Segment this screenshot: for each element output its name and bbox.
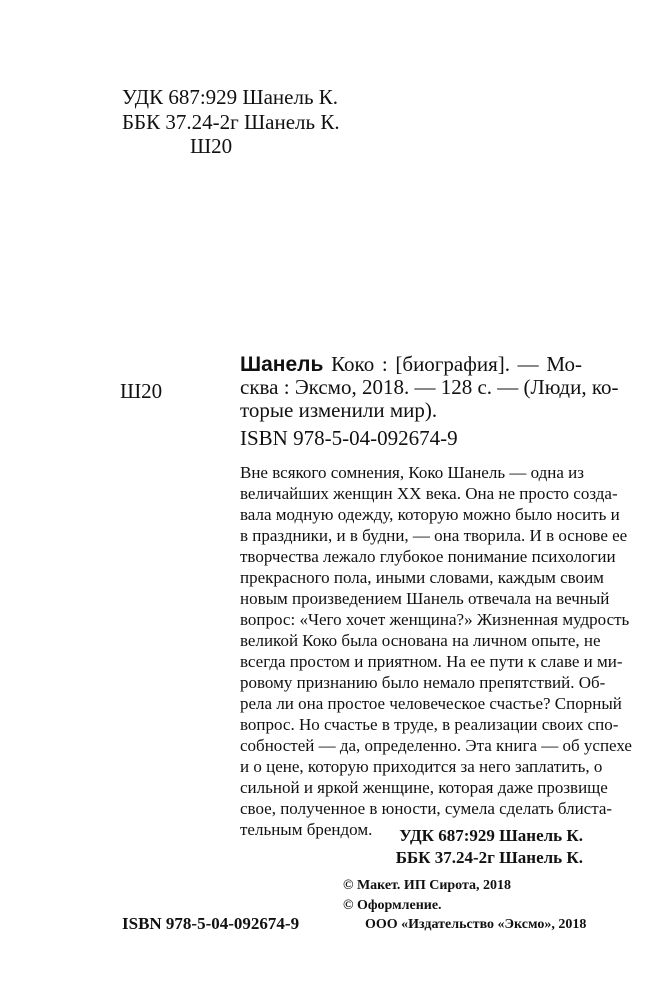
bottom-isbn: ISBN 978-5-04-092674-9 (122, 914, 300, 933)
catalog-author-mark: Ш20 (120, 379, 163, 403)
footer-udk-code: УДК 687:929 Шанель К. (399, 826, 583, 845)
catalog-isbn: ISBN 978-5-04-092674-9 (240, 426, 458, 450)
bbk-code: ББК 37.24-2г Шанель К. (122, 110, 340, 134)
catalog-title: Коко : [биография]. — Мо- (323, 352, 582, 376)
annotation-line: величайших женщин XX века. Она не просто созда- (240, 484, 618, 503)
author-mark: Ш20 (190, 134, 233, 158)
copyright-publisher: ООО «Издательство «Эксмо», 2018 (365, 917, 587, 932)
annotation-line: сильной и яркой женщине, которая даже прозвище (240, 778, 608, 797)
annotation-line: всегда простом и приятном. На ее пути к славе и ми- (240, 652, 623, 671)
catalog-entry (240, 352, 619, 422)
catalog-line (240, 353, 582, 376)
annotation-line: прекрасного пола, иными словами, каждым своим (240, 568, 604, 587)
catalog-line: сква : Эксмо, 2018. — 128 с. — (Люди, ко- (240, 375, 619, 399)
annotation-line: ровому признанию было немало препятствий. Об- (240, 673, 606, 692)
catalog-author: Шанель (240, 353, 324, 376)
annotation-line: тельным брендом. (240, 820, 373, 839)
catalog-line: торые изменили мир). (240, 398, 438, 422)
annotation-line: в праздники, и в будни, — она творила. И в основе ее (240, 526, 628, 545)
copyright-layout: © Макет. ИП Сирота, 2018 (343, 878, 512, 893)
annotation-line: рела ли она простое человеческое счастье? Спорный (240, 694, 622, 713)
annotation-line: великой Коко была основана на личном опыте, не (240, 631, 601, 650)
annotation-line: творчества лежало глубокое понимание психологии (240, 547, 616, 566)
annotation-line: свое, полученное в юности, сумела сделать блиста- (240, 799, 613, 818)
annotation (240, 462, 632, 840)
annotation-line: и о цене, которую приходится за него заплатить, о (240, 757, 603, 776)
annotation-line: Вне всякого сомнения, Коко Шанель — одна из (240, 463, 584, 482)
udk-code: УДК 687:929 Шанель К. (122, 85, 339, 109)
annotation-line: вала модную одежду, которую можно было носить и (240, 505, 620, 524)
annotation-line: новым произведением Шанель отвечала на вечный (240, 589, 610, 608)
annotation-line: собностей — да, определенно. Эта книга — об успехе (240, 736, 632, 755)
copyright-design: © Оформление. (343, 898, 442, 913)
annotation-line: вопрос: «Чего хочет женщина?» Жизненная мудрость (240, 610, 630, 629)
annotation-line: вопрос. Но счастье в труде, в реализации своих спо- (240, 715, 619, 734)
footer-bbk-code: ББК 37.24-2г Шанель К. (395, 848, 583, 867)
